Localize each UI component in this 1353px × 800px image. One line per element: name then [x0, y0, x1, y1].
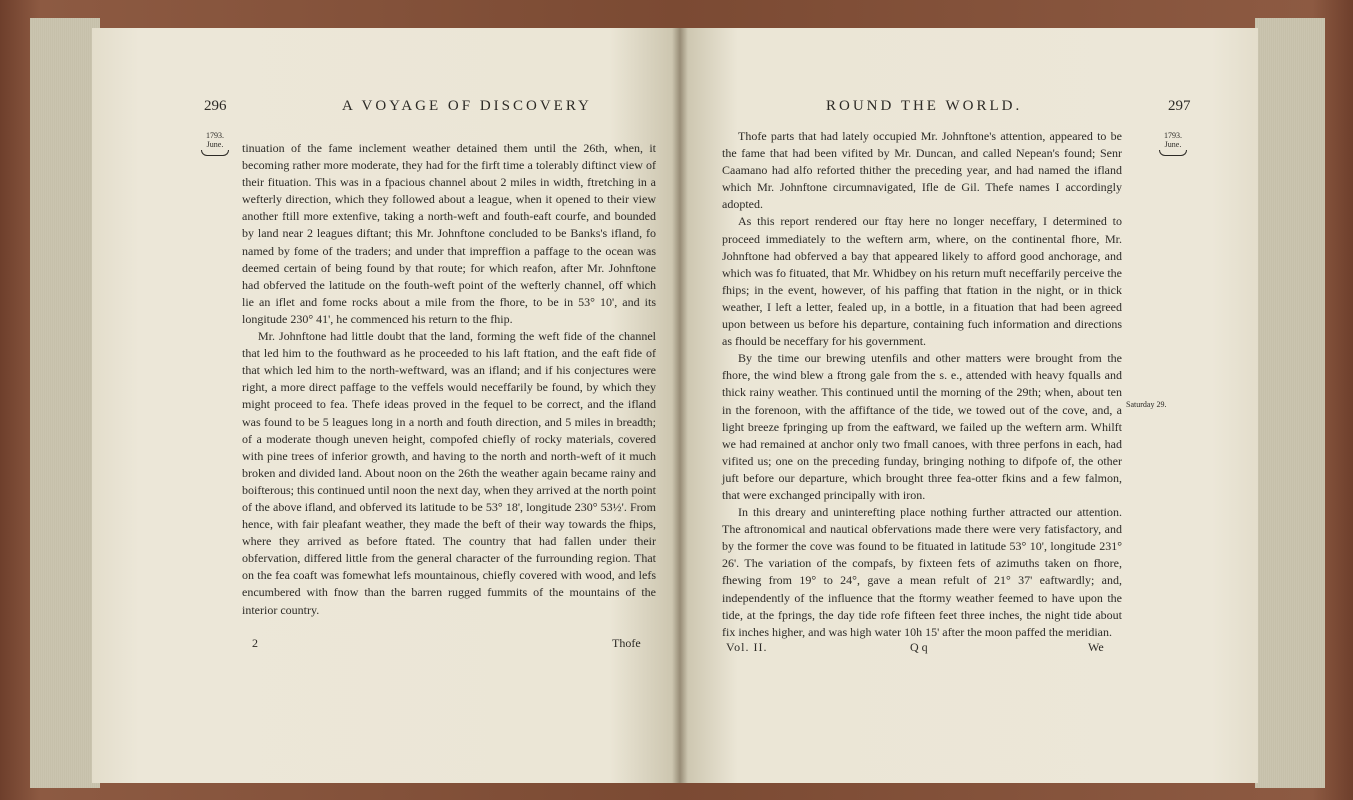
margin-year: 1793.	[206, 131, 224, 140]
brace-mark	[201, 150, 229, 156]
left-page	[92, 28, 680, 783]
paragraph: tinuation of the fame inclement weather detained them until the 26th, when, it becoming rather more moderate, they had for the firft time a tolerably diftinct view of their fituation. This was in a fpacious channel about 2 miles in width, ftretching in a wefterly direction, which they followed about a league, when it opened to their view another ftill more extenfive, taking a north-weft and fouth-eaft courfe, and bounded by land near 2 leagues diftant; this Mr. Johnftone concluded to be Banks's ifland, fo named by fome of the traders; and under that impreffion a paffage to the ocean was deemed certain of being found by that route; for which reafon, after Mr. Johnftone had obferved the latitude on the fouth-weft point of the wefterly channel, off which lie an iflet and fome rocks about a mile from the fhore, to be in 53° 10', and its longitude 230° 41', he commenced his return to the fhip.	[242, 141, 656, 326]
margin-sidenote: Saturday 29.	[1126, 400, 1167, 409]
margin-date	[1158, 131, 1188, 156]
signature-mark: Q q	[910, 640, 928, 654]
brace-mark	[1159, 150, 1187, 156]
page-edges-right	[1255, 18, 1325, 788]
running-head: A VOYAGE OF DISCOVERY	[342, 98, 592, 114]
page-number: 296	[204, 98, 227, 114]
body-text	[242, 140, 656, 619]
body-text	[722, 128, 1122, 641]
paragraph: In this dreary and uninterefting place nothing further attracted our attention. The aftronomical and nautical obfervations made there were very fatisfactory, and by the former the cove was found to be fituated in latitude 53° 10', longitude 231° 26'. The variation of the compafs, by fixteen fets of azimuths taken on fhore, fhewing from 19° to 24°, gave a mean refult of 21° 37' eaftwardly; and, independently of the influence that the ftormy weather feemed to have upon the tide, at the fprings, the day tide rofe fifteen feet three inches, the night tide about fix inches higher, and was high water 10h 15' after the moon paffed the meridian.	[722, 505, 1122, 639]
page-number: 297	[1168, 98, 1191, 114]
paragraph: Thofe parts that had lately occupied Mr. Johnftone's attention, appeared to be the fame that had been vifited by Mr. Duncan, and called Nepean's found; Senr Caamano had alfo reforted thither the preceding year, and had named the ifland which Mr. Johnftone circumnavigated, Ifle de Gil. Thefe names I accordingly adopted.	[722, 129, 1122, 212]
margin-month: June.	[206, 140, 224, 149]
paragraph: Mr. Johnftone had little doubt that the land, forming the weft fide of the channel that led him to the fouthward as he proceeded to his laft ftation, and the eaft fide of that which led him to the north-weftward, was an ifland; and if his conjectures were right, a more direct paffage to the veffels would neceffarily be found, by which they might proceed to fea. Thefe ideas proved in the fequel to be correct, and the ifland was found to be 5 leagues long in a north and fouth direction, and 5 miles in breadth; of a moderate though uneven height, compofed chiefly of rocky materials, covered with pine trees of inferior growth, and having to the north and north-weft of it much broken and divided land. About noon on the 26th the weather again became rainy and boifterous; this continued until noon the next day, when they arrived at the north point of the above ifland, and obferved its latitude to be 53° 18', longitude 230° 53½'. From hence, with fair pleafant weather, they made the beft of their way towards the fhips, where they arrived as before ftated. The country that had fallen under their obfervation, differed little from the general character of the furrounding region. That on the fea coaft was fomewhat lefs mountainous, chiefly covered with wood, and lefs encumbered with fnow than the barren rugged fummits of the mountains of the interior country.	[242, 329, 656, 617]
right-page	[680, 28, 1258, 783]
signature-mark: 2	[252, 636, 258, 650]
volume-label: Vol. II.	[726, 640, 768, 654]
catchword: We	[1088, 640, 1104, 654]
paragraph: As this report rendered our ftay here no longer neceffary, I determined to proceed immediately to the weftern arm, where, on the continental fhore, Mr. Johnftone had obferved a bay that appeared likely to afford good anchorage, and which was fo fituated, that Mr. Whidbey on his return muft neceffarily perceive the fhips; in the event, however, of his paffing that ftation in the night, or in thick weather, I left a letter, fealed up, in a bottle, in a fituation that had been agreed upon between us before his departure, containing fuch information and directions as fhould be neceffary for his government.	[722, 214, 1122, 349]
margin-month: June.	[1164, 140, 1182, 149]
page-edges-left	[30, 18, 100, 788]
margin-date	[200, 131, 230, 156]
margin-year: 1793.	[1164, 131, 1182, 140]
book-gutter	[672, 28, 688, 783]
catchword: Thofe	[612, 636, 641, 650]
paragraph: By the time our brewing utenfils and other matters were brought from the fhore, the wind blew a ftrong gale from the s. e., attended with heavy fqualls and thick rainy weather. This continued until the morning of the 29th; when, about ten in the forenoon, with the affiftance of the tide, we towed out of the cove, and, a light breeze fpringing up from the eaftward, we failed up the weftern arm. Whilft we had remained at anchor only two fmall canoes, with three perfons in each, had vifited us; one on the preceding funday, bringing nothing to difpofe of, the other juft before our departure, which brought three fea-otter fkins and a few falmon, that were exchanged principally with iron.	[722, 351, 1122, 502]
running-head: ROUND THE WORLD.	[826, 98, 1023, 114]
